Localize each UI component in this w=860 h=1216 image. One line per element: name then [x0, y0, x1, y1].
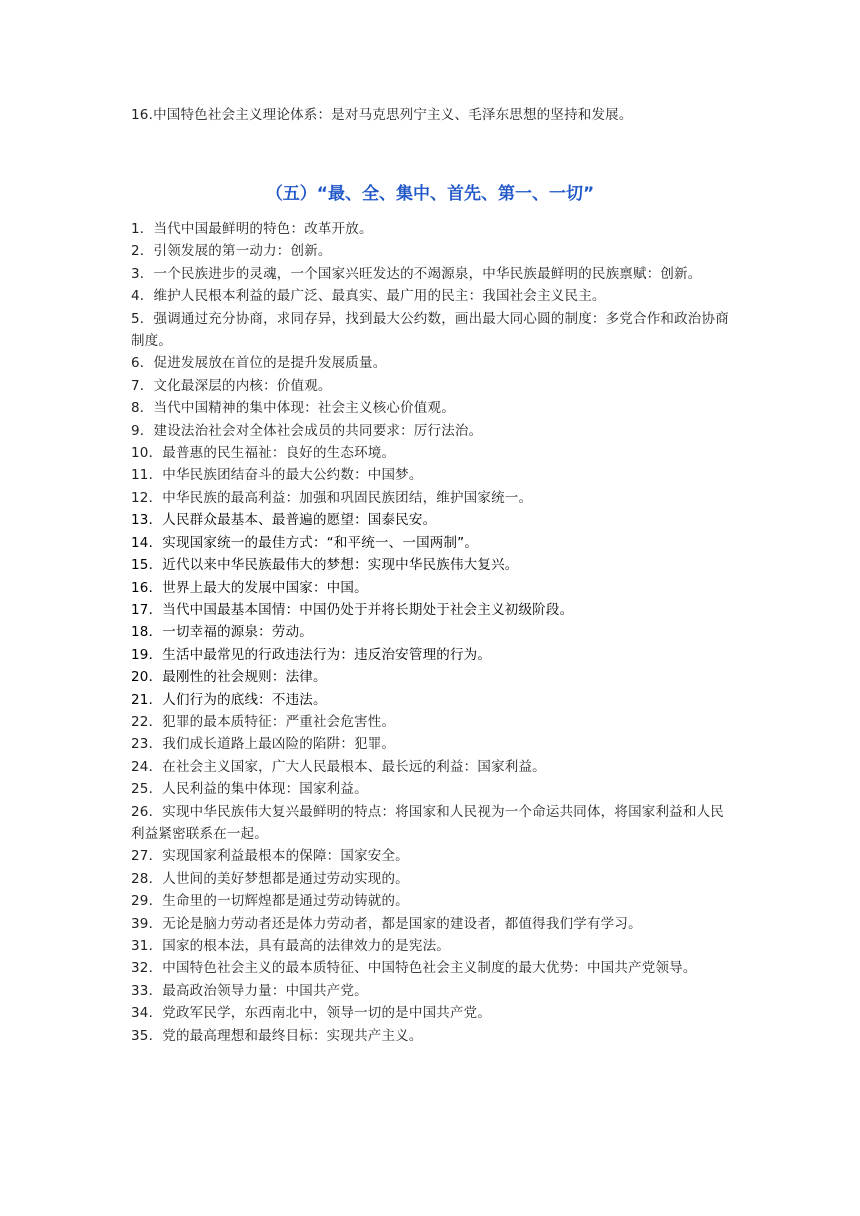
item-list — [131, 218, 731, 1047]
list-item: 6．促进发展放在首位的是提升发展质量。 — [131, 355, 387, 372]
list-item: 13．人民群众最基本、最普遍的愿望：国泰民安。 — [131, 512, 437, 529]
list-item: 33．最高政治领导力量：中国共产党。 — [131, 982, 368, 999]
list-item: 3．一个民族进步的灵魂，一个国家兴旺发达的不竭源泉，中华民族最鲜明的民族禀赋：创新。 — [131, 265, 702, 282]
list-item: 39．无论是脑力劳动者还是体力劳动者，都是国家的建设者，都值得我们学有学习。 — [131, 915, 642, 932]
list-item: 17．当代中国最基本国情：中国仍处于并将长期处于社会主义初级阶段。 — [131, 601, 574, 618]
list-item: 9．建设法治社会对全体社会成员的共同要求：厉行法治。 — [131, 422, 483, 439]
list-item: 32．中国特色社会主义的最本质特征、中国特色社会主义制度的最大优势：中国共产党领导。 — [131, 960, 697, 977]
list-item: 15．近代以来中华民族最伟大的梦想：实现中华民族伟大复兴。 — [131, 557, 519, 574]
list-item: 20．最刚性的社会规则：法律。 — [131, 669, 327, 686]
intro-line: 16.中国特色社会主义理论体系：是对马克思列宁主义、毛泽东思想的坚持和发展。 — [131, 107, 633, 123]
section-title: （五）“最、全、集中、首先、第一、一切” — [265, 184, 595, 204]
list-item: 14．实现国家统一的最佳方式：“和平统一、一国两制”。 — [131, 534, 479, 551]
list-item: 31．国家的根本法，具有最高的法律效力的是宪法。 — [131, 938, 450, 954]
list-item: 19．生活中最常见的行政违法行为：违反治安管理的行为。 — [131, 646, 492, 663]
list-item: 23．我们成长道路上最凶险的陷阱：犯罪。 — [131, 736, 396, 753]
list-item: 28．人世间的美好梦想都是通过劳动实现的。 — [131, 870, 409, 887]
list-item: 22．犯罪的最本质特征：严重社会危害性。 — [131, 713, 396, 730]
list-item: 21．人们行为的底线：不违法。 — [131, 691, 327, 708]
list-item: 18．一切幸福的源泉：劳动。 — [131, 624, 313, 641]
list-item: 5．强调通过充分协商，求同存异，找到最大公约数，画出最大同心圆的制度：多党合作和政治协商制度。 — [131, 310, 729, 350]
list-item: 25．人民利益的集中体现：国家利益。 — [131, 781, 368, 798]
list-item: 11．中华民族团结奋斗的最大公约数：中国梦。 — [131, 467, 423, 484]
list-item: 8．当代中国精神的集中体现：社会主义核心价值观。 — [131, 400, 455, 417]
list-item: 27．实现国家利益最根本的保障：国家安全。 — [131, 848, 409, 865]
list-item: 4．维护人民根本利益的最广泛、最真实、最广用的民主：我国社会主义民主。 — [131, 288, 606, 305]
list-item: 2．引领发展的第一动力：创新。 — [131, 243, 332, 260]
list-item: 16．世界上最大的发展中国家：中国。 — [131, 579, 368, 596]
list-item: 10．最普惠的民生福祉：良好的生态环境。 — [131, 445, 396, 462]
list-item: 29．生命里的一切辉煌都是通过劳动铸就的。 — [131, 893, 409, 910]
list-item: 34．党政军民学，东西南北中，领导一切的是中国共产党。 — [131, 1005, 492, 1022]
list-item: 24．在社会主义国家，广大人民最根本、最长远的利益：国家利益。 — [131, 758, 546, 775]
list-item: 1．当代中国最鲜明的特色：改革开放。 — [131, 221, 373, 237]
list-item: 26．实现中华民族伟大复兴最鲜明的特点：将国家和人民视为一个命运共同体，将国家利益和人民利益紧密联系在一起。 — [131, 803, 724, 842]
list-item: 12．中华民族的最高利益：加强和巩固民族团结，维护国家统一。 — [131, 489, 533, 506]
list-item: 35．党的最高理想和最终目标：实现共产主义。 — [131, 1027, 423, 1044]
list-item: 7．文化最深层的内核：价值观。 — [131, 377, 332, 394]
